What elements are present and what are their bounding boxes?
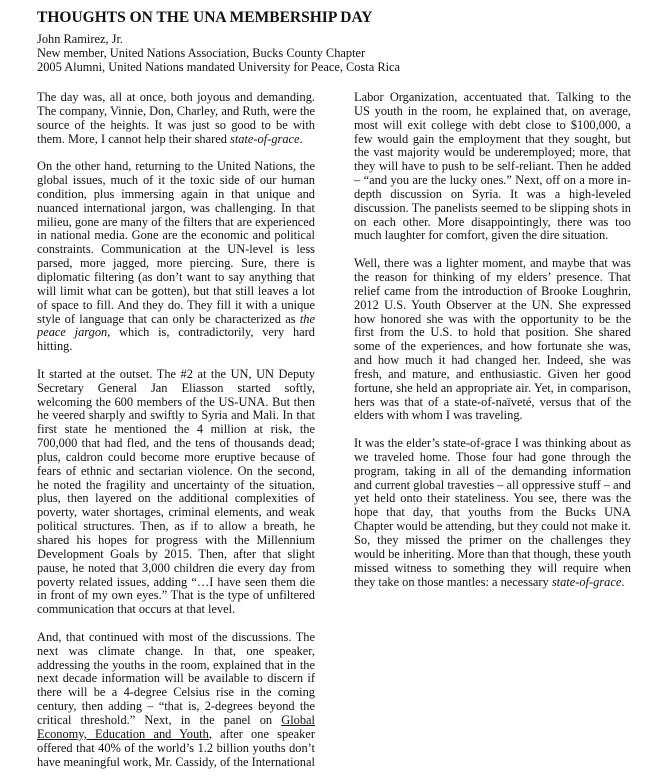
underlined-panel-title: Global Economy, Education and Youth [37,712,315,741]
paragraph: On the other hand, returning to the United Nations, the global issues, much of it the toxic side of our human condition, plus immersing again in that unique and nuanced international jargon, was challenging. In that milieu, gone are many of the filters that are experienced in national media. Gone are the economic and political constraints. Communication at the UN-level is less parsed, more jagged, more piercing. Sure, there is diplomatic filtering (as don’t want to say anything that will limit what can be gotten), but that still leaves a lot of space to fill. And they do. They fill it with a unique style of language that can only be characterized as the peace jargon, which is, contradictorily, very hard hitting. [37,159,315,354]
left-column [37,91,315,783]
paragraph: And, that continued with most of the discussions. The next was climate change. In that, one speaker, addressing the youths in the room, explained that in the next decade information will be available to discern if there will be a 4-degree Celsius rise in the coming century, then adding – “that is, 2-degrees beyond the critical threshold.” Next, in the panel on Global Economy, Education and Youth, after one speaker offered that 40% of the world’s 1.2 billion youths don’t have meaningful work, Mr. Cassidy, of the International [37,629,315,769]
emphasis: state-of-grace [230,131,300,146]
right-column [354,91,631,603]
paragraph: Labor Organization, accentuated that. Talking to the US youth in the room, he explained that, on average, most will exit college with debt close to $100,000, a few would gain the employment that they sought, but the vast majority would be underemployed; more, that they will have to push to be self-reliant. Then he added – “and you are the lucky ones.” Next, off on a more in-depth discussion on Syria. It was a high-leveled discussion. The panelists seemed to be slipping shots in on each other. More disappointingly, there was too much laughter for comfort, given the dire situation. [354,90,631,243]
emphasis: state-of-grace [551,574,622,589]
author-affiliation: New member, United Nations Association, Bucks County Chapter [37,46,366,60]
emphasis: the peace jargon [37,311,315,340]
paragraph: Well, there was a lighter moment, and maybe that was the reason for thinking of my elders’ presence. That relief came from the introduction of Brooke Loughrin, 2012 U.S. Youth Observer at the UN. She expressed how honored she was with the opportunity to be the first from the U.S. to hold that position. She shared some of the experiences, and how fortunate she was, and how much it had changed her. Indeed, she was fresh, and mature, and enthusiastic. Given her good fortune, she held an appropriate air. Yet, in comparison, hers was that of a state-of-naïveté, versus that of the elders with whom I was traveling. [354,256,631,423]
paragraph: It was the elder’s state-of-grace I was thinking about as we traveled home. Those four had gone through the program, taking in all of the demanding information and current global travesties – all oppressive stuff – and yet held onto their stateliness. You see, there was the hope that day, that youths from the Bucks UNA Chapter would be attending, but they could not make it. So, they missed the primer on the challenges they would be inheriting. More than that though, these youth missed witness to something they will require when they take on those mantles: a necessary state-of-grace. [354,436,631,589]
author-alumni: 2005 Alumni, United Nations mandated University for Peace, Costa Rica [37,60,401,74]
article-title: THOUGHTS ON THE UNA MEMBERSHIP DAY [37,9,373,26]
paragraph: It started at the outset. The #2 at the UN, UN Deputy Secretary General Jan Eliasson started softly, welcoming the 600 members of the US-UNA. But then he veered sharply and swiftly to Syria and Mali. In that first state he mentioned the 4 million at risk, the 700,000 that had fled, and the tens of thousands dead; plus, caldron could become more eruptive because of fears of ethnic and sectarian violence. On the second, he noted the fragility and uncertainty of the situation, plus, then layered on the additional complexities of poverty, water shortages, criminal elements, and weak political structures. Then, as if to allow a breath, he shared his hopes for progress with the Millennium Development Goals by 2015. Then, after that slight pause, he noted that 3,000 children die every day from poverty related issues, adding “…I have seen them die in front of my own eyes.” That is the type of unfiltered communication that occurs at that level. [37,366,315,617]
paragraph: The day was, all at once, both joyous and demanding. The company, Vinnie, Don, Charley, and Ruth, were the source of the heights. It was just so good to be with them. More, I cannot help their shared state-of-grace. [37,90,315,146]
article-header [37,9,637,74]
author-name: John Ramirez, Jr. [37,32,124,46]
